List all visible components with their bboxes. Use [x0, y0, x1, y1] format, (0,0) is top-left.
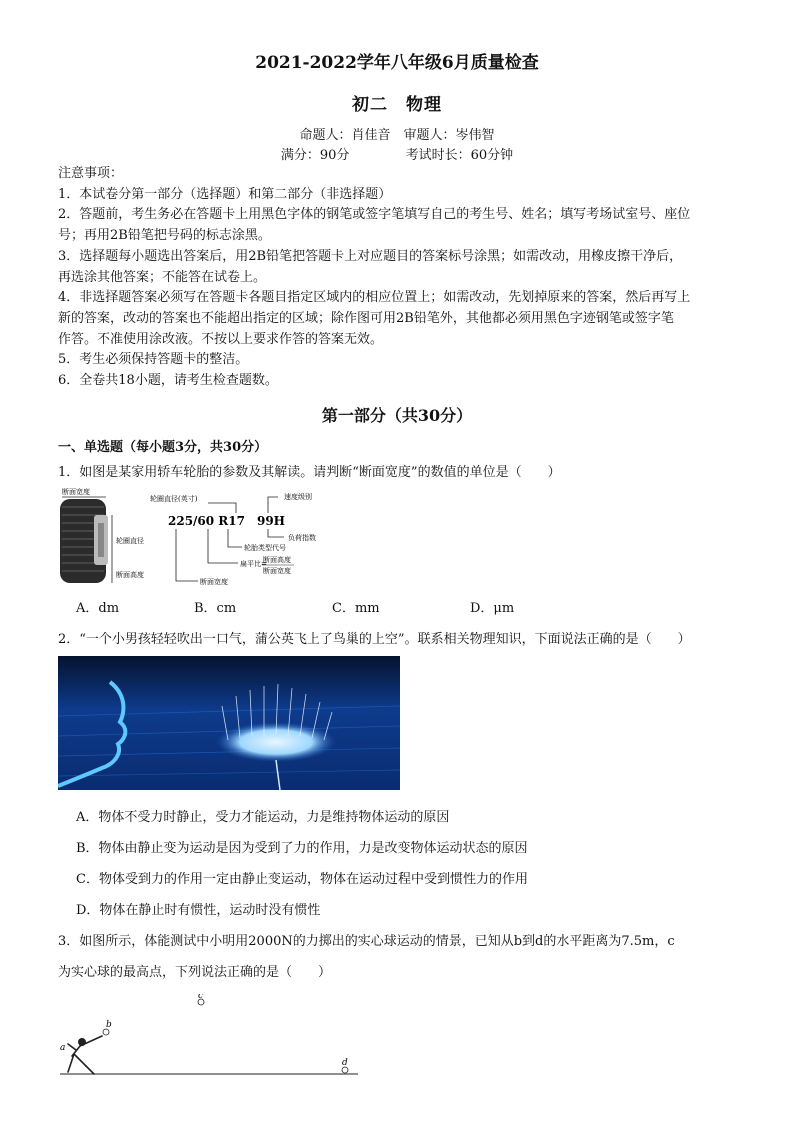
label-rim-inch: 轮圈直径(英寸)	[150, 495, 198, 503]
label-width: 断面宽度	[200, 578, 228, 586]
throw-figure	[58, 994, 358, 1080]
part1-title: 第一部分（共30分）	[321, 406, 473, 425]
label-ratio-den: 断面宽度	[263, 567, 291, 575]
q3-stem-line2: 为实心球的最高点，下列说法正确的是（ ）	[58, 965, 332, 980]
exam-subtitle: 初二 物理	[352, 95, 442, 115]
exam-meta	[0, 144, 794, 163]
label-section-width-top: 断面宽度	[62, 488, 90, 496]
note-line: 6．全卷共18小题，请考生检查题数。	[58, 373, 278, 389]
note-line: 2．答题前，考生务必在答题卡上用黑色字体的钢笔或签字笔填写自己的考生号、姓名；填写考场试室号、座位	[58, 207, 691, 223]
label-type: 轮胎类型代号	[244, 544, 286, 552]
label-section-height: 断面高度	[116, 571, 144, 579]
full-score: 满分：90分	[280, 148, 350, 163]
q3-stem-line1: 3．如图所示，体能测试中小明用2000N的力掷出的实心球运动的情景，已知从b到d的水平距离为7.5m，c	[58, 934, 675, 949]
exam-authors: 命题人：肖佳音 审题人：岑伟智	[299, 128, 495, 143]
q1-stem: 1．如图是某家用轿车轮胎的参数及其解读。请判断“断面宽度”的数值的单位是（ ）	[58, 465, 561, 480]
tire-code: 225/60 R17 99H	[168, 514, 286, 528]
exam-title: 2021-2022学年八年级6月质量检查	[255, 53, 539, 73]
section-heading: 一、单选题（每小题3分，共30分）	[58, 440, 268, 455]
notes-heading: 注意事项：	[58, 166, 124, 181]
label-c: c	[198, 994, 204, 1001]
note-line: 新的答案，改动的答案也不能超出指定的区域；除作图可用2B铅笔外，其他都必须用黑色字迹钢笔或签字笔	[58, 310, 674, 326]
label-ratio: 扁平比=	[240, 560, 267, 568]
label-d: d	[342, 1058, 348, 1068]
duration: 考试时长：60分钟	[405, 148, 514, 163]
label-speed: 速度级别	[284, 493, 312, 501]
dandelion-photo	[58, 656, 400, 790]
note-line: 1．本试卷分第一部分（选择题）和第二部分（非选择题）	[58, 186, 392, 202]
label-a: a	[60, 1043, 66, 1053]
note-line: 再选涂其他答案；不能答在试卷上。	[58, 269, 267, 285]
note-line: 3．选择题每小题选出答案后，用2B铅笔把答题卡上对应题目的答案标号涂黑；如需改动，用橡皮擦干净后，	[58, 248, 683, 264]
note-line: 5．考生必须保持答题卡的整洁。	[58, 352, 249, 368]
q2-option-a[interactable]: A．物体不受力时静止，受力才能运动，力是维持物体运动的原因	[76, 810, 450, 825]
q2-option-b[interactable]: B．物体由静止变为运动是因为受到了力的作用，力是改变物体运动状态的原因	[76, 841, 528, 856]
note-line: 4．非选择题答案必须写在答题卡各题目指定区域内的相应位置上；如需改动，先划掉原来的答案，然后再写上	[58, 290, 691, 306]
notes-block	[58, 164, 738, 392]
tire-icon	[60, 499, 108, 583]
label-load: 负荷指数	[288, 534, 316, 542]
q1-option-a[interactable]: A．dm	[76, 601, 120, 616]
q2-option-c[interactable]: C．物体受到力的作用一定由静止变运动，物体在运动过程中受到惯性力的作用	[76, 872, 528, 887]
q2-option-d[interactable]: D．物体在静止时有惯性，运动时没有惯性	[76, 903, 321, 918]
q2-stem: 2．“一个小男孩轻轻吹出一口气，蒲公英飞上了鸟巢的上空”。联系相关物理知识，下面说法正确的是（ ）	[58, 632, 691, 647]
q1-option-c[interactable]: C．mm	[332, 601, 380, 616]
label-rim-dia: 轮圈直径	[116, 537, 144, 545]
note-line: 作答。不准使用涂改液。不按以上要求作答的答案无效。	[58, 331, 384, 347]
q1-option-d[interactable]: D．μm	[470, 601, 515, 616]
note-line: 号；再用2B铅笔把号码的标志涂黑。	[58, 228, 271, 244]
tire-figure	[58, 485, 328, 590]
q1-options	[76, 597, 696, 615]
label-b: b	[106, 1020, 112, 1030]
label-ratio-num: 断面高度	[263, 556, 291, 564]
q1-option-b[interactable]: B．cm	[194, 601, 237, 616]
athlete-icon	[68, 1036, 102, 1074]
